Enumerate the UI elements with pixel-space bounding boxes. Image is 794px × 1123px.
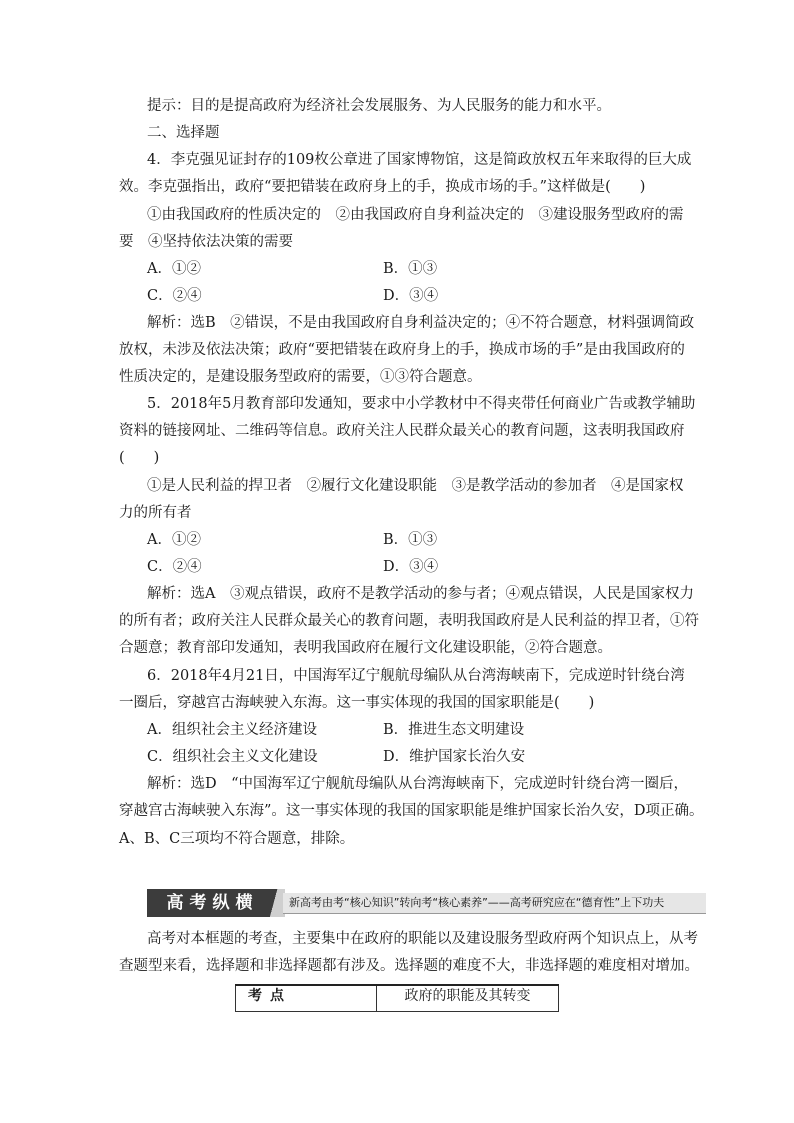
section-banner — [147, 889, 706, 917]
q5-option-d: D．③④ — [383, 559, 439, 575]
q4-stem-line-1: 4．李克强见证封存的109枚公章进了国家博物馆，这是简政放权五年来取得的巨大成 — [147, 152, 692, 168]
q6-analysis-line-1: 解析：选D “中国海军辽宁舰航母编队从台湾海峡南下，完成逆时针绕台湾一圈后， — [147, 776, 689, 792]
q4-option-c: C．②④ — [147, 288, 202, 304]
q5-option-b: B．①③ — [383, 532, 438, 548]
q4-analysis-line-3: 性质决定的，是建设服务型政府的需要，①③符合题意。 — [119, 369, 482, 385]
q4-analysis-line-1: 解析：选B ②错误，不是由我国政府自身利益决定的；④不符合题意，材料强调简政 — [147, 315, 695, 331]
q5-analysis-line-1: 解析：选A ③观点错误，政府不是教学活动的参与者；④观点错误，人民是国家权力 — [147, 586, 694, 602]
q5-stem-line-3: ( ) — [119, 450, 160, 466]
section-title: 二、选择题 — [147, 125, 220, 141]
q6-option-d: D．维护国家长治久安 — [383, 749, 526, 765]
q4-items-line-1: ①由我国政府的性质决定的 ②由我国政府自身利益决定的 ③建设服务型政府的需 — [147, 207, 684, 223]
q6-option-a: A．组织社会主义经济建设 — [147, 722, 317, 738]
q4-option-d: D．③④ — [383, 288, 439, 304]
q6-analysis-line-3: A、B、C三项均不符合题意，排除。 — [119, 831, 355, 847]
q5-items-line-2: 力的所有者 — [119, 505, 192, 521]
q4-items-line-2: 要 ④坚持依法决策的需要 — [119, 234, 293, 250]
q5-analysis-line-3: 合题意；教育部印发通知，表明我国政府在履行文化建设职能，②符合题意。 — [119, 640, 612, 656]
q4-option-b: B．①③ — [383, 261, 438, 277]
q5-option-c: C．②④ — [147, 559, 202, 575]
summary-line-2: 查题型来看，选择题和非选择题都有涉及。选择题的难度不大，非选择题的难度相对增加。 — [119, 958, 699, 974]
banner-subtitle: 新高考由考“核心知识”转向考“核心素养”——高考研究应在“德育性”上下功夫 — [283, 893, 706, 914]
q5-items-line-1: ①是人民利益的捍卫者 ②履行文化建设职能 ③是教学活动的参加者 ④是国家权 — [147, 478, 684, 494]
knowledge-point-table — [235, 984, 559, 1012]
q6-option-c: C．组织社会主义文化建设 — [147, 749, 318, 765]
q6-stem-line-1: 6．2018年4月21日，中国海军辽宁舰航母编队从台湾海峡南下，完成逆时针绕台湾 — [147, 668, 685, 684]
q6-option-b: B．推进生态文明建设 — [383, 722, 525, 738]
banner-divider — [265, 889, 285, 917]
q4-option-a: A．①② — [147, 261, 201, 277]
banner-title: 高考纵横 — [147, 889, 272, 917]
table-header-cell: 考点 — [236, 985, 377, 1012]
q6-stem-line-2: 一圈后，穿越宫古海峡驶入东海。这一事实体现的我国的国家职能是( ) — [119, 695, 595, 711]
summary-line-1: 高考对本框题的考查，主要集中在政府的职能以及建设服务型政府两个知识点上，从考 — [147, 931, 698, 947]
q5-option-a: A．①② — [147, 532, 201, 548]
q6-analysis-line-2: 穿越宫古海峡驶入东海”。这一事实体现的我国的国家职能是维护国家长治久安，D项正确。 — [119, 803, 704, 819]
q5-analysis-line-2: 的所有者；政府关注人民群众最关心的教育问题，表明我国政府是人民利益的捍卫者，①符 — [119, 613, 699, 629]
q5-stem-line-1: 5．2018年5月教育部印发通知，要求中小学教材中不得夹带任何商业广告或教学辅助 — [147, 396, 696, 412]
hint-text: 提示：目的是提高政府为经济社会发展服务、为人民服务的能力和水平。 — [147, 98, 611, 114]
q5-stem-line-2: 资料的链接网址、二维码等信息。政府关注人民群众最关心的教育问题，这表明我国政府 — [119, 423, 685, 439]
q4-analysis-line-2: 放权，未涉及依法决策；政府“要把错装在政府身上的手，换成市场的手”是由我国政府的 — [119, 342, 685, 358]
table-value-cell: 政府的职能及其转变 — [377, 985, 559, 1012]
q4-stem-line-2: 效。李克强指出，政府“要把错装在政府身上的手，换成市场的手。”这样做是( ) — [119, 179, 646, 195]
table-row — [236, 985, 559, 1012]
